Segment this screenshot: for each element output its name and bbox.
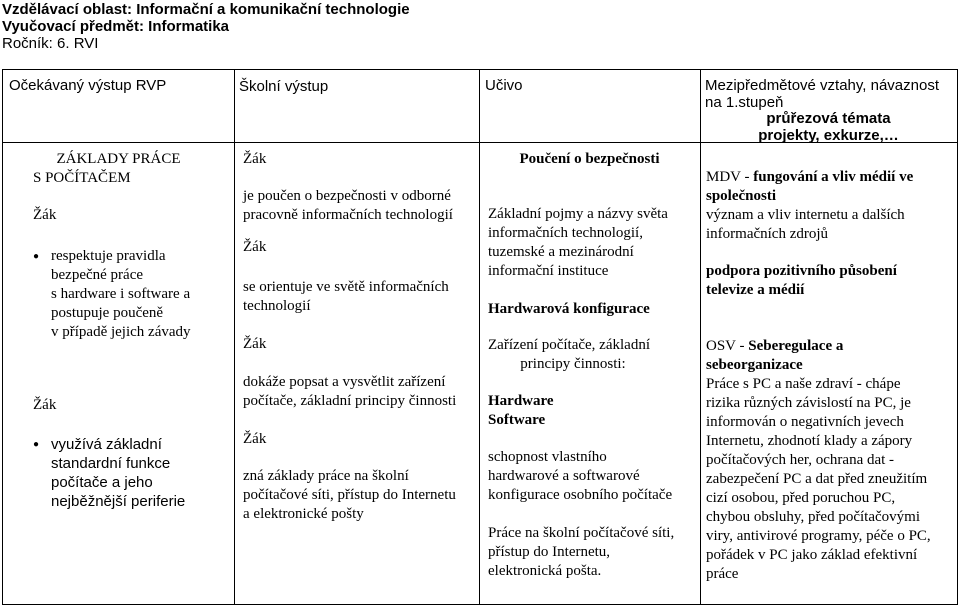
- section-heading-2: S POČÍTAČEM: [33, 170, 131, 186]
- software-label: Software: [488, 412, 546, 428]
- mdv-topic: MDV - fungování a vliv médií ve: [706, 169, 914, 185]
- student-label: Žák: [33, 397, 57, 413]
- output-text-3: dokáže popsat a vysvětlit zařízení počítače, základní principy činnosti: [243, 374, 457, 409]
- list-item: ● respektuje pravidla bezpečné práce s hardware i software a postupuje poučeně v případě jejich závady: [33, 247, 191, 342]
- subject-area: Vzdělávací oblast: Informační a komunikační technologie: [2, 1, 410, 18]
- output-text-2: se orientuje ve světě informačních technologií: [243, 279, 449, 314]
- basic-terms-text: Základní pojmy a názvy světa informačních technologií, tuzemské a mezinárodní informační instituce: [488, 206, 668, 279]
- student-label: Žák: [243, 431, 267, 447]
- column-header-relations-2: na 1.stupeň: [705, 94, 784, 111]
- osv-topic-2: sebeorganizace: [706, 357, 803, 373]
- osv-topic: OSV - Seberegulace a: [706, 338, 844, 354]
- hardware-config-title: Hardwarová konfigurace: [488, 301, 650, 317]
- list-item: ● využívá základní standardní funkce počítače a jeho nejběžnější periferie: [33, 435, 185, 511]
- col-divider-1: [234, 70, 235, 604]
- column-header-rvp: Očekávaný výstup RVP: [9, 77, 167, 94]
- curriculum-table: [2, 69, 958, 605]
- output-text-1: je poučen o bezpečnosti v odborné pracovně informačních technologií: [243, 188, 453, 223]
- support-positive-impact: podpora pozitivního působení televize a médií: [706, 263, 897, 298]
- hardware-label: Hardware: [488, 393, 554, 409]
- bullet-list-2: [33, 435, 185, 511]
- column-header-relations: Mezipředmětové vztahy, návaznost: [705, 77, 940, 94]
- mdv-text: význam a vliv internetu a dalších informačních zdrojů: [706, 207, 905, 242]
- mdv-topic-2: společnosti: [706, 188, 777, 204]
- school-network-text: Práce na školní počítačové síti, přístup do Internetu, elektronická pošta.: [488, 525, 675, 579]
- device-principles-text: Zařízení počítače, základní principy činnosti:: [488, 337, 650, 372]
- bullet-list-1: [33, 247, 191, 342]
- safety-title: Poučení o bezpečnosti: [519, 151, 660, 167]
- col-divider-3: [700, 70, 701, 604]
- student-label: Žák: [243, 239, 267, 255]
- student-label: Žák: [243, 336, 267, 352]
- output-text-4: zná základy práce na školní počítačové síti, přístup do Internetu a elektronické pošty: [243, 468, 456, 522]
- section-heading-1: ZÁKLADY PRÁCE: [56, 151, 181, 167]
- column-header-projects: projekty, exkurze,…: [758, 127, 899, 144]
- osv-text: Práce s PC a naše zdraví - chápe rizika různých závislostí na PC, je informován o negativních jevech Internetu, zhodnotí klady a zápory počítačových her, ochrana dat - zabezpečení PC a dat před zneužitím cizí osobou, před poruchou PC, chybou obsluhy, před počítačovými viry, antivirové programy, péče o PC, pořádek v PC jako základ efektivní práce: [706, 376, 931, 582]
- column-header-curriculum: Učivo: [485, 77, 523, 94]
- configuration-text: schopnost vlastního hardwarové a softwarové konfigurace osobního počítače: [488, 449, 673, 503]
- grade: Ročník: 6. RVI: [2, 35, 99, 52]
- column-header-cross-topics: průřezová témata: [766, 110, 891, 127]
- student-label: Žák: [243, 151, 267, 167]
- student-label: Žák: [33, 207, 57, 223]
- subject-name: Vyučovací předmět: Informatika: [2, 18, 230, 35]
- column-header-school-output: Školní výstup: [239, 78, 329, 95]
